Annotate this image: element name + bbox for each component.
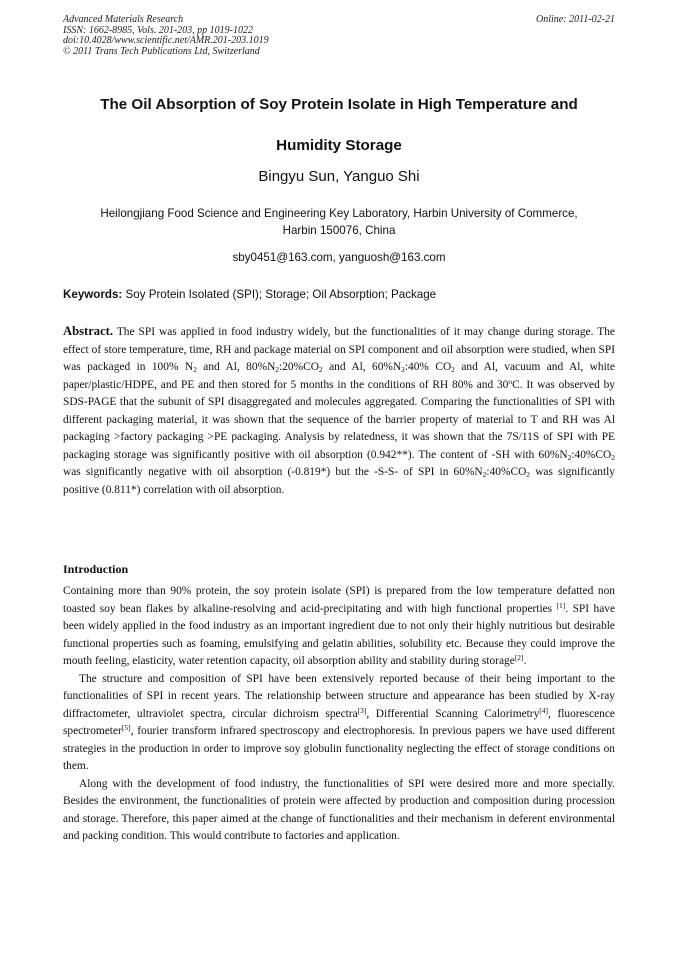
abstract-text: The SPI was applied in food industry widely, but the functionalities of it may change during storage. The effect of store temperature, time, RH and package material on SPI component and oil absorption were studied, when SPI was packaged in 100% N: [63, 326, 615, 373]
citation-4: [4]: [539, 705, 549, 715]
subscript: 2: [451, 365, 455, 374]
degree-superscript: o: [508, 376, 513, 386]
abstract-text: and Al, 80%N: [196, 361, 276, 373]
paragraph-text: , fluorescence spectrometer: [63, 707, 615, 737]
abstract-text: :40%CO: [486, 466, 527, 478]
paper-title: [63, 84, 615, 166]
subscript: 2: [567, 452, 572, 462]
subscript: 2: [318, 365, 323, 374]
subscript: 2: [193, 365, 197, 374]
issn-line: ISSN: 1662-8985, Vols. 201-203, pp 1019-1022: [63, 24, 253, 36]
abstract-text: and Al, vacuum and Al, white paper/plastic/HDPE, and PE and then stored for 5 months in the conditions of RH 80% and 30: [63, 361, 615, 391]
citation-1: [1]: [556, 600, 566, 610]
citation-5: [5]: [121, 723, 131, 732]
abstract-text: :20%CO: [279, 361, 319, 373]
paragraph-text: .: [523, 655, 527, 667]
subscript: 2: [482, 470, 487, 479]
abstract-text: :40% CO: [404, 361, 452, 373]
subscript: 2: [611, 452, 615, 462]
keywords: [63, 286, 615, 303]
paragraph-text: Containing more than 90% protein, the soy protein isolate (SPI) is prepared from the low temperature defatted non toasted soy bean flakes by alkaline-resolving and acid-precipitating and with high functional properties: [63, 585, 615, 615]
doi-line: doi:10.4028/www.scientific.net/AMR.201-203.1019: [63, 35, 269, 47]
intro-paragraph-3: Along with the development of food industry, the functionalities of SPI were desired more and more specially. Besides the environment, the functionalities of protein were affected by production and composition during procession and storage. Therefore, this paper aimed at the change of functionalities and their mechanism in deferent environmental and packing condition. This would contribute to factories and application.: [63, 777, 615, 842]
abstract-text: C. It was observed by SDS-PAGE that the subunit of SPI disaggregated and molecules aggregated. Comparing the functionalities of SPI with different packaging material, it was shown that the sequence of the barrier property of material to T and RH was Al packaging >factory packaging >PE packaging. Analysis by relatedness, it was shown that the 7S/11S of SPI with PE packaging storage was significantly positive with oil absorption (0.942**). The content of -SH with 60%N: [63, 378, 615, 461]
title-line-1: The Oil Absorption of Soy Protein Isolate in High Temperature and: [100, 96, 578, 113]
abstract: [63, 323, 615, 499]
abstract-text: :40%CO: [571, 448, 612, 461]
paragraph-text: , Differential Scanning Calorimetry: [366, 707, 540, 720]
intro-paragraph-2: [63, 671, 615, 776]
introduction-heading: Introduction: [63, 562, 129, 576]
abstract-label: Abstract.: [63, 324, 114, 338]
paragraph-text: . SPI have been widely applied in the food industry as an important ingredient due to not only their highly nutritious but desirable functional properties such as foaming, emulsifying and gelatin abilities, solubility etc. Because they could improve the mouth feeling, elasticity, water retention capacity, oil absorption ability and stability during storage: [63, 602, 615, 667]
journal-name: Advanced Materials Research: [63, 14, 184, 25]
title-line-2: Humidity Storage: [276, 137, 402, 154]
affiliation-line-2: Harbin 150076, China: [282, 224, 396, 237]
intro-paragraph-1: [63, 583, 615, 671]
keywords-label: Keywords:: [63, 288, 123, 301]
abstract-text: was significantly positive (0.811*) correlation with oil absorption.: [63, 466, 615, 496]
subscript: 2: [275, 365, 280, 374]
online-date: Online: 2011-02-21: [536, 14, 615, 25]
citation-2: [2]: [514, 653, 524, 662]
subscript: 2: [526, 470, 531, 479]
abstract-text: and Al, 60%N: [322, 361, 402, 373]
affiliation: [80, 205, 598, 239]
citation-3: [3]: [357, 705, 367, 715]
author-list: Bingyu Sun, Yanguo Shi: [258, 168, 420, 185]
keywords-text: Soy Protein Isolated (SPI); Storage; Oil Absorption; Package: [125, 288, 437, 301]
introduction-body: [63, 583, 615, 846]
author-emails: sby0451@163.com, yanguosh@163.com: [232, 251, 446, 264]
abstract-text: was significantly negative with oil absorption (-0.819*) but the -S-S- of SPI in 60%N: [63, 466, 483, 478]
paragraph-text: The structure and composition of SPI have been extensively reported because of their being important to the functionalities of SPI in recent years. The relationship between structure and appearance has been studied by X-ray diffractometer, ultraviolet spectra, circular dichroism spectra: [63, 672, 615, 720]
subscript: 2: [401, 365, 405, 374]
paragraph-text: , fourier transform infrared spectroscopy and electrophoresis. In previous papers we have used different strategies in the production in order to improve soy globulin functionality neglecting the effect of storage conditions on them.: [63, 725, 615, 772]
copyright-line: © 2011 Trans Tech Publications Ltd, Switzerland: [63, 45, 260, 57]
journal-header: [63, 15, 615, 57]
affiliation-line-1: Heilongjiang Food Science and Engineering Key Laboratory, Harbin University of Commerce,: [100, 207, 578, 220]
